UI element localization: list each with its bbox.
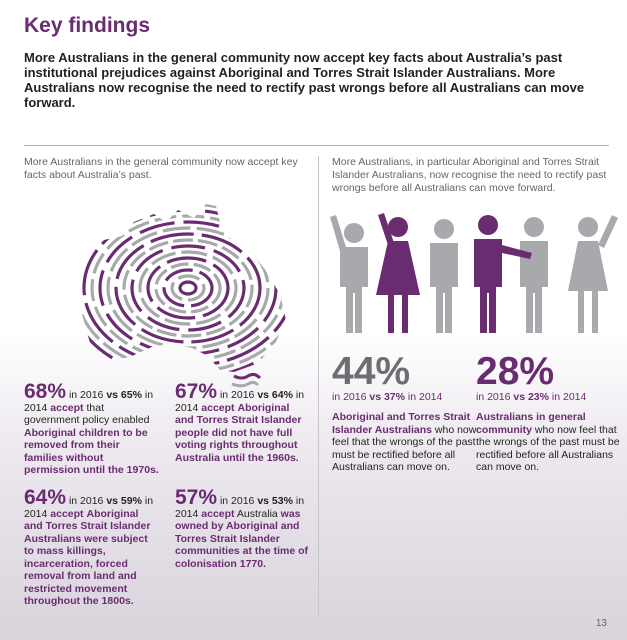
people-illustration <box>326 205 618 335</box>
stat-voting-removal: 68% in 2016 vs 65% in 2014 accept that government policy enabled Aboriginal children to be removed from their families without permission until the 1970s. <box>24 380 159 476</box>
left-column-lead: More Australians in the general community now accept key facts about Australia’s past. <box>24 156 298 181</box>
big-stat-28-comparison: in 2016 vs 23% in 2014 <box>476 391 587 403</box>
big-stat-44-comparison: in 2016 vs 37% in 2014 <box>332 391 443 403</box>
big-stat-28: 28% <box>476 350 555 393</box>
divider-horizontal <box>24 145 609 146</box>
page-title: Key findings <box>24 14 151 37</box>
australia-map-illustration <box>70 196 310 396</box>
intro-paragraph: More Australians in the general community now accept key facts about Australia’s past institutional prejudices against Aboriginal and Torres Strait Islander Australians. More Australians now recognise the need to rectify past wrongs before all Australians can move forward. <box>24 50 585 110</box>
big-stat-28-description: Australians in general community who now feel that the wrongs of the past must be rectified before all Australians can move on. <box>476 411 620 473</box>
page-number: 13 <box>595 618 607 629</box>
big-stat-44: 44% <box>332 350 411 393</box>
stat-voting-rights: 67% in 2016 vs 64% in 2014 accept Aboriginal and Torres Strait Islander people did not have full voting rights throughout Australia until the 1960s. <box>175 380 305 464</box>
divider-vertical <box>318 156 319 616</box>
big-stat-44-description: Aboriginal and Torres Strait Islander Australians who now feel that the wrongs of the past must be rectified before all Australians can move on. <box>332 411 477 473</box>
stat-mass-killings: 64% in 2016 vs 59% in 2014 accept Aboriginal and Torres Strait Islander Australians were subject to mass killings, incarceration, forced removal from land and restricted movement throughout the 1800s. <box>24 486 154 607</box>
stat-ownership: 57% in 2016 vs 53% in 2014 accept Australia was owned by Aboriginal and Torres Strait Islander communities at the time of colonisation 1770. <box>175 486 309 570</box>
right-column-lead: More Australians, in particular Aboriginal and Torres Strait Islander Australians, now recognise the need to rectify past wrongs before all Australians can move forward. <box>332 156 607 194</box>
